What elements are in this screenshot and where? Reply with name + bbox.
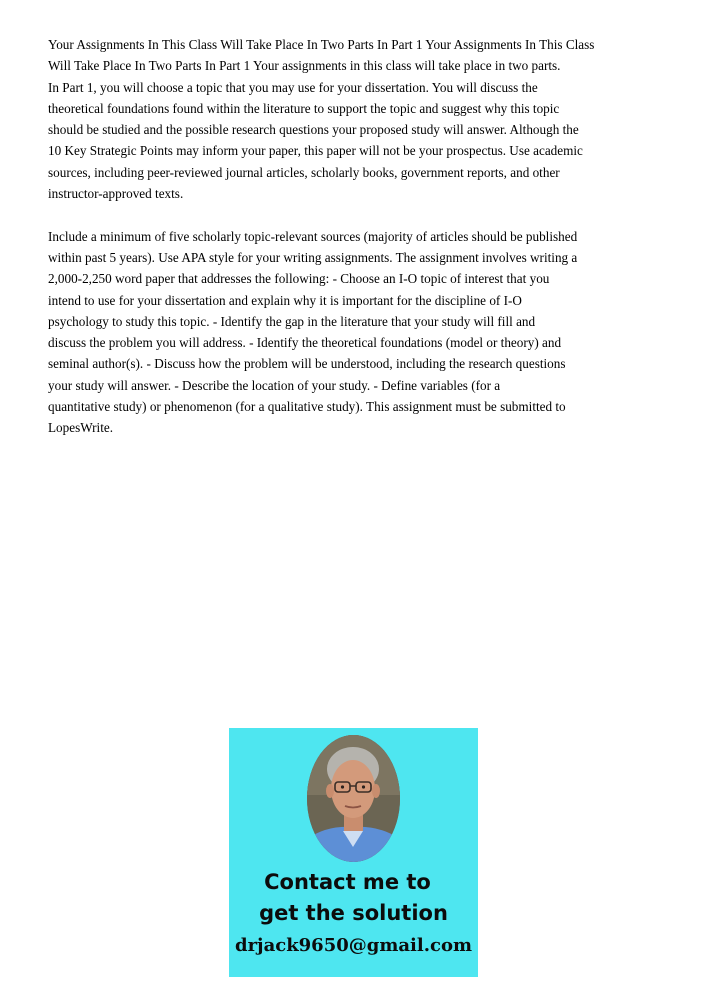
text-line: should be studied and the possible research questions your proposed study will answer. Although the (48, 122, 579, 138)
text-line: 2,000-2,250 word paper that addresses the following: - Choose an I-O topic of interest that you (48, 271, 550, 287)
contact-ad-banner[interactable] (229, 728, 478, 977)
text-line: Include a minimum of five scholarly topic-relevant sources (majority of articles should be published (48, 228, 578, 244)
text-line: your study will answer. - Describe the location of your study. - Define variables (for a (48, 377, 501, 393)
text-line: LopesWrite. (48, 420, 114, 436)
text-line: discuss the problem you will address. - Identify the theoretical foundations (model or theory) and (48, 335, 562, 351)
text-line: seminal author(s). - Discuss how the problem will be understood, including the research questions (48, 356, 566, 372)
paragraph-2 (48, 226, 668, 439)
text-line: psychology to study this topic. - Identify the gap in the literature that your study will fill and (48, 313, 536, 329)
person-portrait-icon (307, 735, 400, 862)
text-line: Will Take Place In Two Parts In Part 1 Your assignments in this class will take place in two parts. (48, 58, 561, 74)
contact-email-link[interactable]: drjack9650@gmail.com (234, 935, 473, 956)
ad-headline-line-2: get the solution (259, 901, 448, 925)
ad-headline-line-1: Contact me to (264, 870, 431, 894)
text-line: In Part 1, you will choose a topic that you may use for your dissertation. You will discuss the (48, 79, 538, 95)
paragraph-1 (48, 34, 668, 204)
paragraph-spacer (48, 204, 668, 225)
text-line: within past 5 years). Use APA style for your writing assignments. The assignment involves writing a (48, 249, 578, 265)
portrait-photo (307, 735, 400, 862)
document-body (48, 34, 668, 439)
text-line: intend to use for your dissertation and explain why it is important for the discipline of I-O (48, 292, 522, 308)
text-line: theoretical foundations found within the literature to support the topic and suggest why this topic (48, 100, 560, 116)
text-line: quantitative study) or phenomenon (for a qualitative study). This assignment must be submitted to (48, 399, 566, 415)
text-line: Your Assignments In This Class Will Take Place In Two Parts In Part 1 Your Assignments In This Class (48, 37, 595, 52)
text-line: 10 Key Strategic Points may inform your paper, this paper will not be your prospectus. Use academic (48, 143, 583, 159)
text-line: sources, including peer-reviewed journal articles, scholarly books, government reports, and other (48, 164, 560, 180)
text-line: instructor-approved texts. (48, 186, 184, 202)
